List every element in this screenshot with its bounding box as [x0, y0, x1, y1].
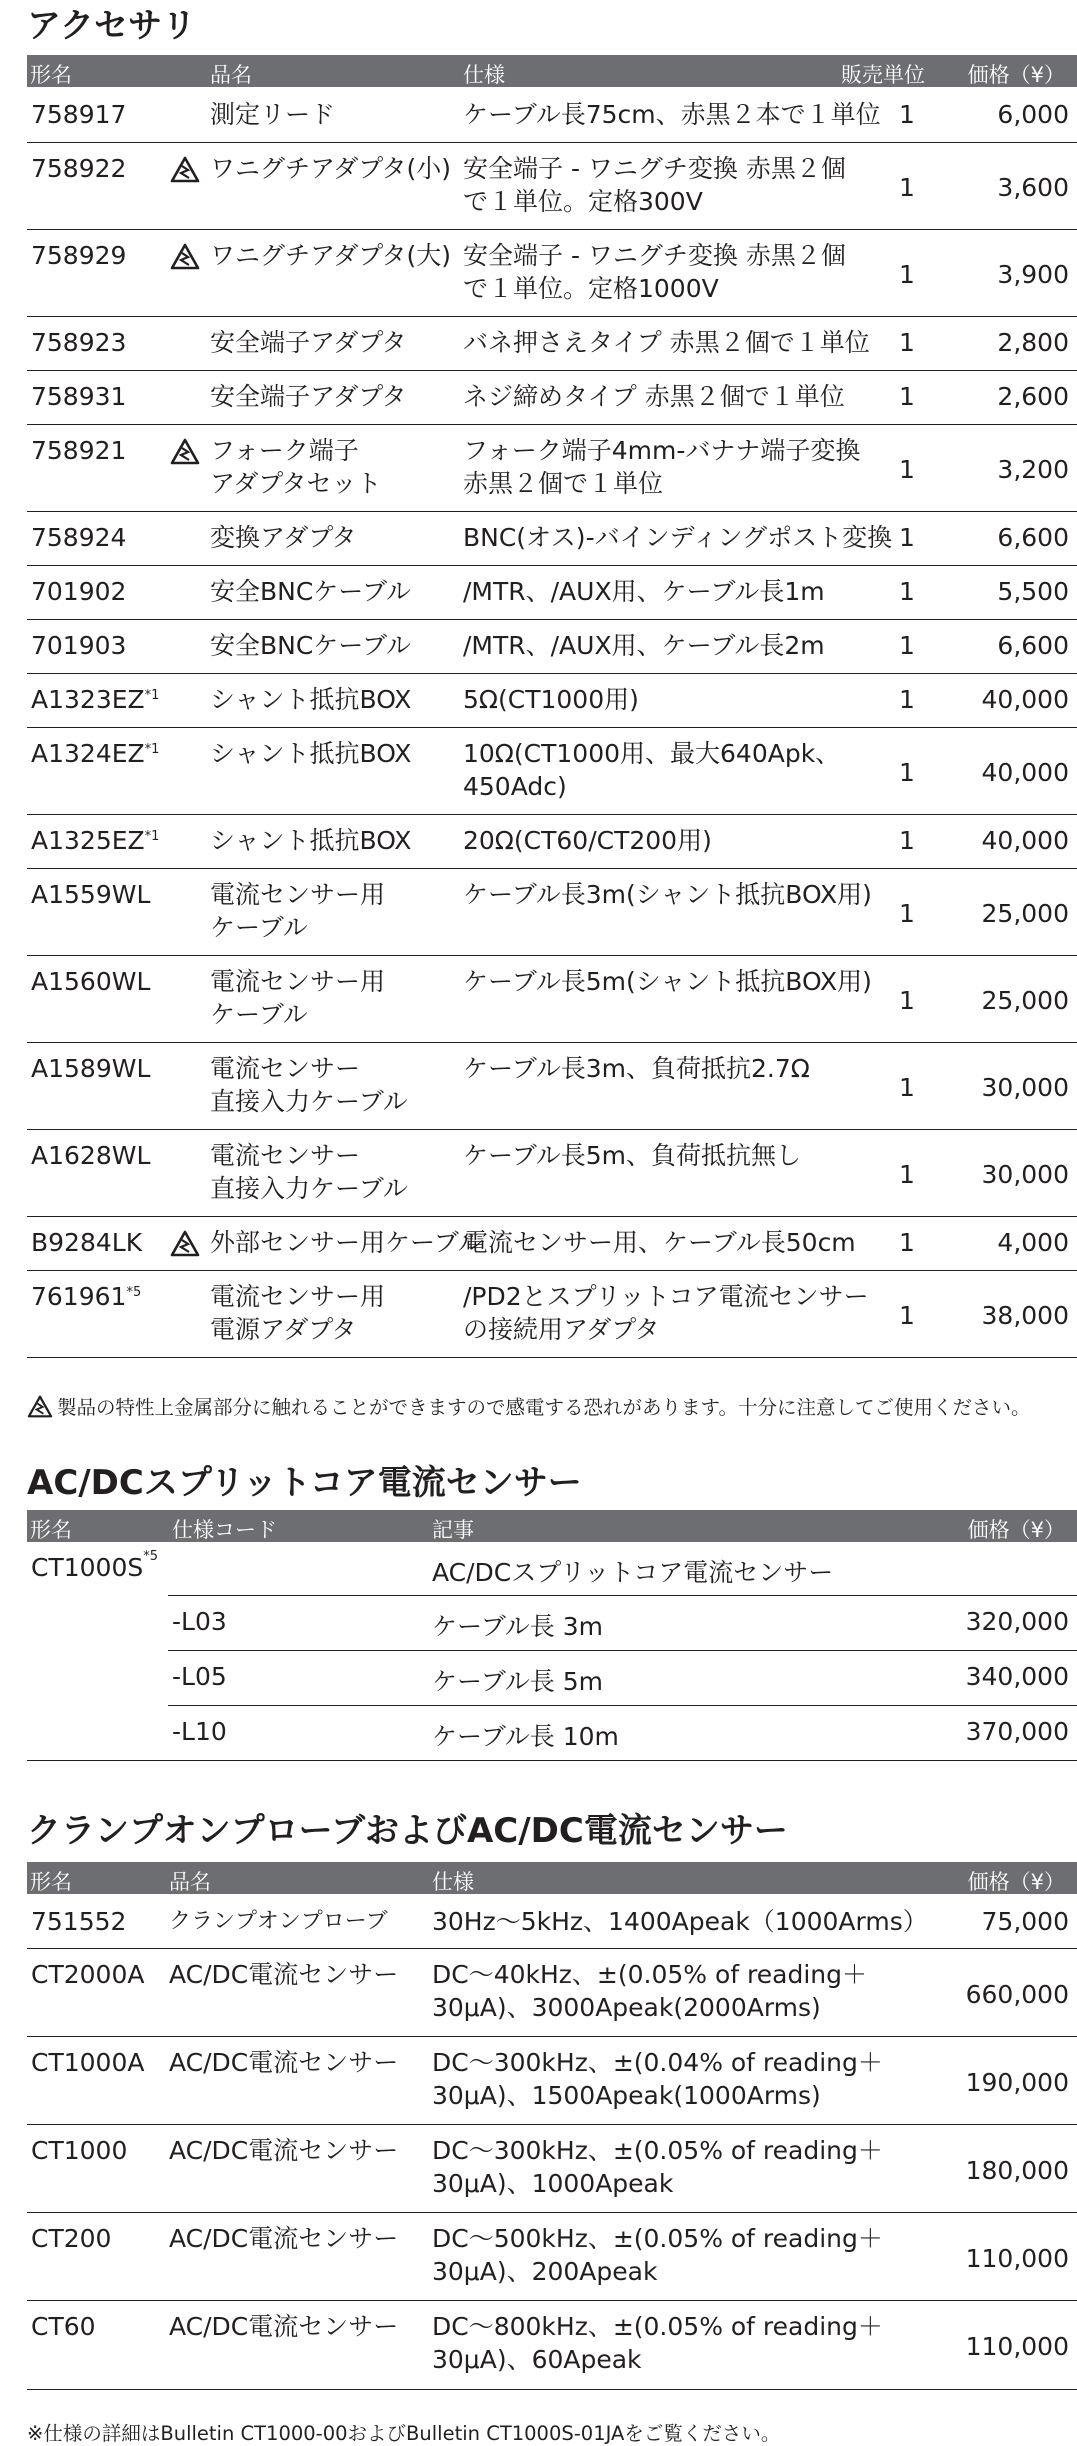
- product-name-line: 電流センサー: [210, 1054, 361, 1083]
- accessories-title: アクセサリ: [27, 6, 196, 46]
- spec-text-line: 5Ω(CT1000用): [463, 685, 639, 714]
- model-text: 758924: [31, 523, 127, 552]
- spec-text-line: 30μA)、3000Apeak(2000Arms): [432, 1993, 821, 2022]
- product-name: [210, 824, 411, 857]
- table-row: [27, 1270, 1077, 1358]
- col-model: 形名: [30, 1518, 72, 1542]
- table-row: [27, 1596, 1077, 1650]
- spec-text-line: バネ押さえタイプ 赤黒２個で１単位: [463, 328, 870, 357]
- price-cell: 2,800: [997, 328, 1069, 357]
- col-price: 価格（¥）: [967, 1518, 1065, 1542]
- model-text: 758922: [31, 154, 127, 183]
- table-row: [27, 814, 1077, 869]
- spec-text: [432, 2310, 883, 2376]
- product-name-line: 変換アダプタ: [210, 523, 357, 552]
- price-cell: 3,900: [997, 260, 1069, 289]
- spec-text-line: 10Ω(CT1000用、最大640Apk、: [463, 739, 841, 768]
- product-name: [210, 683, 411, 716]
- col-spec: 仕様: [463, 63, 505, 87]
- spec-text: [463, 98, 881, 131]
- model-cell: [31, 326, 126, 359]
- spec-text: [463, 683, 639, 716]
- col-model: 形名: [30, 63, 72, 87]
- price-cell: 370,000: [965, 1717, 1069, 1746]
- table-row: [27, 1042, 1077, 1130]
- spec-text-line: で１単位。定格1000V: [463, 274, 719, 303]
- price-cell: 3,600: [997, 173, 1069, 202]
- product-name: [210, 965, 385, 1031]
- spec-text: [463, 824, 712, 857]
- splitcore-title: AC/DCスプリットコア電流センサー: [27, 1463, 582, 1503]
- price-cell: 25,000: [981, 899, 1069, 928]
- unit-cell: 1: [899, 382, 915, 411]
- product-name-line: ワニグチアダプタ(小): [210, 154, 452, 183]
- table-row: [27, 868, 1077, 956]
- spec-text: [463, 380, 845, 413]
- product-name-line: ケーブル: [210, 913, 308, 942]
- product-name-line: 測定リード: [210, 100, 336, 129]
- spec-text-line: ケーブル長5m、負荷抵抗無し: [463, 1141, 802, 1170]
- col-price: 価格（¥）: [967, 63, 1065, 87]
- spec-code: -L05: [172, 1662, 227, 1691]
- model-text: A1324EZ: [31, 739, 145, 768]
- product-name: [210, 434, 382, 500]
- model-cell: CT2000A: [31, 1960, 145, 1989]
- warning-icon: [170, 243, 200, 270]
- product-name: AC/DC電流センサー: [169, 2136, 399, 2165]
- safety-note-text: 製品の特性上金属部分に触れることができますので感電する恐れがあります。十分に注意してご使用ください。: [57, 1396, 1031, 1419]
- desc-text: ケーブル長 3m: [432, 1612, 603, 1641]
- table-row: [27, 1129, 1077, 1217]
- product-name-line: シャント抵抗BOX: [210, 685, 412, 714]
- price-cell: 4,000: [997, 1228, 1069, 1257]
- col-price: 価格（¥）: [967, 1870, 1065, 1894]
- unit-cell: 1: [899, 758, 915, 787]
- spec-text: [432, 1958, 867, 2024]
- price-cell: 25,000: [981, 986, 1069, 1015]
- model-text: CT1000S: [31, 1553, 144, 1582]
- model-cell: [31, 1139, 150, 1172]
- model-text: 758921: [31, 436, 127, 465]
- spec-text: [432, 2222, 883, 2288]
- model-cell: [31, 98, 126, 131]
- col-desc: 記事: [432, 1518, 474, 1542]
- product-name: [210, 1226, 483, 1259]
- spec-text-line: 30μA)、60Apeak: [432, 2345, 642, 2374]
- table-row: [27, 229, 1077, 317]
- col-code: 仕様コード: [172, 1518, 277, 1542]
- table-row: [27, 619, 1077, 674]
- splitcore-header: [27, 1510, 1077, 1542]
- spec-text-line: フォーク端子4mm-バナナ端子変換: [463, 436, 861, 465]
- spec-text: [463, 878, 872, 911]
- footnote-mark: *1: [144, 829, 160, 844]
- product-name-line: 電流センサー用: [210, 967, 386, 996]
- spec-text-line: DC〜300kHz、±(0.05% of reading＋: [432, 2136, 883, 2165]
- unit-cell: 1: [899, 685, 915, 714]
- price-cell: 75,000: [981, 1907, 1069, 1936]
- product-name: [210, 521, 357, 554]
- product-name: [210, 1052, 408, 1118]
- product-name: クランプオンプローブ: [169, 1909, 388, 1934]
- spec-text-line: 30μA)、1500Apeak(1000Arms): [432, 2081, 821, 2110]
- spec-text-line: 電流センサー用、ケーブル長50cm: [463, 1228, 856, 1257]
- desc-text: ケーブル長 10m: [432, 1722, 619, 1751]
- accessories-header: [27, 55, 1077, 87]
- price-cell: 40,000: [981, 685, 1069, 714]
- price-cell: 6,600: [997, 523, 1069, 552]
- warning-icon: [170, 156, 200, 183]
- model-cell: [31, 1052, 150, 1085]
- table-row: [27, 424, 1077, 512]
- spec-text-line: 30Hz〜5kHz、1400Apeak（1000Arms）: [432, 1907, 928, 1936]
- spec-text-line: ケーブル長3m(シャント抵抗BOX用): [463, 880, 872, 909]
- unit-cell: 1: [899, 455, 915, 484]
- product-name: AC/DC電流センサー: [169, 2048, 399, 2077]
- spec-code: -L10: [172, 1717, 227, 1746]
- spec-text-line: 30μA)、200Apeak: [432, 2257, 658, 2286]
- footnote-mark: *5: [126, 1285, 142, 1300]
- unit-cell: 1: [899, 899, 915, 928]
- model-cell: [31, 737, 159, 770]
- product-name-line: ワニグチアダプタ(大): [210, 241, 452, 270]
- spec-text: [463, 326, 870, 359]
- spec-text-line: /PD2とスプリットコア電流センサー: [463, 1282, 869, 1311]
- product-name-line: 安全端子アダプタ: [210, 382, 407, 411]
- model-text: 758931: [31, 382, 127, 411]
- product-name: [210, 1139, 408, 1205]
- table-row: [27, 2300, 1077, 2390]
- table-row: [27, 88, 1077, 143]
- price-cell: 40,000: [981, 826, 1069, 855]
- clamp-title: クランプオンプローブおよびAC/DC電流センサー: [27, 1811, 788, 1851]
- spec-text-line: の接続用アダプタ: [463, 1315, 660, 1344]
- col-unit: 販売単位: [841, 63, 925, 87]
- price-cell: 30,000: [981, 1073, 1069, 1102]
- price-cell: 5,500: [997, 577, 1069, 606]
- spec-text-line: DC〜300kHz、±(0.04% of reading＋: [432, 2048, 883, 2077]
- model-cell: [31, 1549, 159, 1582]
- table-row: [27, 1948, 1077, 2037]
- product-name-line: 外部センサー用ケーブル: [210, 1228, 483, 1257]
- warning-icon: [27, 1395, 53, 1418]
- unit-cell: 1: [899, 100, 915, 129]
- spec-text-line: /MTR、/AUX用、ケーブル長2m: [463, 631, 825, 660]
- spec-text-line: BNC(オス)-バインディングポスト変換: [463, 523, 893, 552]
- spec-text: [463, 737, 840, 803]
- col-spec: 仕様: [432, 1870, 474, 1894]
- safety-note: [27, 1392, 1030, 1420]
- model-text: A1325EZ: [31, 826, 145, 855]
- col-name: 品名: [169, 1870, 211, 1894]
- product-name: [210, 239, 451, 272]
- price-cell: 3,200: [997, 455, 1069, 484]
- spec-code: -L03: [172, 1607, 227, 1636]
- product-name: [210, 326, 407, 359]
- model-text: A1323EZ: [31, 685, 145, 714]
- footnote-mark: *5: [143, 1549, 159, 1564]
- model-cell: 751552: [31, 1907, 127, 1936]
- spec-text-line: ケーブル長3m、負荷抵抗2.7Ω: [463, 1054, 810, 1083]
- product-name: [210, 629, 411, 662]
- spec-text: [463, 521, 892, 554]
- spec-text: [463, 1052, 810, 1085]
- model-cell: [31, 965, 150, 998]
- model-text: 701903: [31, 631, 127, 660]
- spec-text: [463, 1280, 869, 1346]
- spec-text: [463, 1226, 856, 1259]
- table-row: [27, 955, 1077, 1043]
- product-name: [210, 380, 407, 413]
- product-name-line: 電源アダプタ: [210, 1315, 357, 1344]
- model-text: 701902: [31, 577, 127, 606]
- unit-cell: 1: [899, 173, 915, 202]
- spec-text-line: DC〜500kHz、±(0.05% of reading＋: [432, 2224, 883, 2253]
- spec-text: [463, 152, 846, 218]
- product-name-line: 直接入力ケーブル: [210, 1174, 408, 1203]
- spec-text: [463, 965, 872, 998]
- unit-cell: 1: [899, 577, 915, 606]
- spec-text-line: 30μA)、1000Apeak: [432, 2169, 674, 2198]
- product-name: [210, 152, 451, 185]
- clamp-header: [27, 1862, 1077, 1894]
- unit-cell: 1: [899, 328, 915, 357]
- product-name-line: 直接入力ケーブル: [210, 1087, 408, 1116]
- model-text: B9284LK: [31, 1228, 143, 1257]
- unit-cell: 1: [899, 1228, 915, 1257]
- price-cell: 340,000: [965, 1662, 1069, 1691]
- product-name-line: 安全BNCケーブル: [210, 577, 412, 606]
- footnote: ※仕様の詳細はBulletin CT1000-00およびBulletin CT1000S-01JAをご覧ください。: [27, 2422, 781, 2445]
- price-cell: 660,000: [965, 1979, 1069, 2009]
- table-row: [27, 1651, 1077, 1705]
- model-cell: [31, 521, 126, 554]
- model-text: A1559WL: [31, 880, 151, 909]
- spec-text: [463, 1139, 801, 1172]
- product-name: [210, 98, 335, 131]
- model-cell: [31, 575, 126, 608]
- product-name: AC/DC電流センサー: [169, 2312, 399, 2341]
- model-text: A1560WL: [31, 967, 151, 996]
- model-cell: [31, 380, 126, 413]
- col-name: 品名: [210, 63, 252, 87]
- table-row: [27, 727, 1077, 815]
- model-cell: [31, 434, 126, 467]
- table-row: [27, 316, 1077, 371]
- price-cell: 110,000: [965, 2332, 1069, 2361]
- spec-text: [432, 2134, 883, 2200]
- price-cell: 30,000: [981, 1160, 1069, 1189]
- spec-text-line: DC〜40kHz、±(0.05% of reading＋: [432, 1960, 867, 1989]
- model-text: 758917: [31, 100, 127, 129]
- spec-text-line: 安全端子 - ワニグチ変換 赤黒２個: [463, 241, 846, 270]
- splitcore-main-row: [27, 1543, 1077, 1595]
- model-cell: [31, 824, 159, 857]
- price-cell: 320,000: [965, 1607, 1069, 1636]
- table-row: [27, 1706, 1077, 1760]
- spec-text: [432, 1905, 928, 1938]
- price-cell: 6,000: [997, 100, 1069, 129]
- product-name-line: シャント抵抗BOX: [210, 826, 412, 855]
- model-cell: CT1000: [31, 2136, 128, 2165]
- unit-cell: 1: [899, 260, 915, 289]
- spec-text: [463, 575, 825, 608]
- spec-text-line: ネジ締めタイプ 赤黒２個で１単位: [463, 382, 845, 411]
- model-cell: [31, 1226, 142, 1259]
- spec-text: [463, 629, 825, 662]
- table-row: [27, 1895, 1077, 1949]
- spec-text-line: /MTR、/AUX用、ケーブル長1m: [463, 577, 825, 606]
- spec-text-line: 450Adc): [463, 772, 567, 801]
- footnote-mark: *1: [144, 688, 160, 703]
- desc-text: ケーブル長 5m: [432, 1667, 603, 1696]
- price-cell: 190,000: [965, 2067, 1069, 2097]
- product-name-line: フォーク端子: [210, 436, 359, 465]
- product-name-line: 電流センサー用: [210, 880, 386, 909]
- spec-text-line: DC〜800kHz、±(0.05% of reading＋: [432, 2312, 883, 2341]
- table-row: [27, 370, 1077, 425]
- model-cell: [31, 878, 150, 911]
- model-cell: CT1000A: [31, 2048, 145, 2077]
- product-name-line: シャント抵抗BOX: [210, 739, 412, 768]
- unit-cell: 1: [899, 1301, 915, 1330]
- table-row: [27, 142, 1077, 230]
- price-cell: 6,600: [997, 631, 1069, 660]
- model-cell: CT60: [31, 2312, 96, 2341]
- product-name: [210, 575, 411, 608]
- table-row: [27, 2036, 1077, 2125]
- model-cell: [31, 239, 126, 272]
- model-text: 761961: [31, 1282, 127, 1311]
- product-name-line: アダプタセット: [210, 469, 382, 498]
- warning-icon: [170, 1230, 200, 1257]
- model-text: A1589WL: [31, 1054, 151, 1083]
- table-row: [27, 2124, 1077, 2213]
- price-cell: 2,600: [997, 382, 1069, 411]
- price-cell: 38,000: [981, 1301, 1069, 1330]
- model-cell: [31, 1280, 141, 1313]
- model-cell: [31, 683, 159, 716]
- divider: [27, 1760, 1077, 1761]
- spec-text-line: ケーブル長75cm、赤黒２本で１単位: [463, 100, 881, 129]
- model-cell: [31, 152, 126, 185]
- spec-text: [463, 434, 860, 500]
- spec-text-line: 赤黒２個で１単位: [463, 469, 664, 498]
- table-row: [27, 1216, 1077, 1271]
- spec-text-line: 20Ω(CT60/CT200用): [463, 826, 712, 855]
- spec-text: [432, 2046, 883, 2112]
- model-text: A1628WL: [31, 1141, 151, 1170]
- product-name-line: 安全BNCケーブル: [210, 631, 412, 660]
- desc-text: AC/DCスプリットコア電流センサー: [432, 1558, 834, 1587]
- warning-icon: [170, 438, 200, 465]
- col-model: 形名: [30, 1870, 72, 1894]
- table-row: [27, 511, 1077, 566]
- product-name: [210, 878, 385, 944]
- spec-text-line: ケーブル長5m(シャント抵抗BOX用): [463, 967, 872, 996]
- spec-text-line: で１単位。定格300V: [463, 187, 703, 216]
- table-row: [27, 565, 1077, 620]
- product-name: AC/DC電流センサー: [169, 2224, 399, 2253]
- price-cell: 110,000: [965, 2243, 1069, 2273]
- price-cell: 40,000: [981, 758, 1069, 787]
- unit-cell: 1: [899, 1073, 915, 1102]
- unit-cell: 1: [899, 523, 915, 552]
- price-cell: 180,000: [965, 2155, 1069, 2185]
- product-name-line: 安全端子アダプタ: [210, 328, 407, 357]
- product-name: [210, 737, 411, 770]
- table-row: [27, 2212, 1077, 2301]
- product-name: AC/DC電流センサー: [169, 1960, 399, 1989]
- spec-text: [463, 239, 846, 305]
- spec-text-line: 安全端子 - ワニグチ変換 赤黒２個: [463, 154, 846, 183]
- unit-cell: 1: [899, 1160, 915, 1189]
- unit-cell: 1: [899, 826, 915, 855]
- footnote-mark: *1: [144, 742, 160, 757]
- unit-cell: 1: [899, 986, 915, 1015]
- model-text: 758929: [31, 241, 127, 270]
- product-name-line: 電流センサー: [210, 1141, 361, 1170]
- unit-cell: 1: [899, 631, 915, 660]
- product-name: [210, 1280, 385, 1346]
- product-name-line: 電流センサー用: [210, 1282, 386, 1311]
- model-cell: [31, 629, 126, 662]
- table-row: [27, 673, 1077, 728]
- product-name-line: ケーブル: [210, 1000, 308, 1029]
- model-cell: CT200: [31, 2224, 112, 2253]
- model-text: 758923: [31, 328, 127, 357]
